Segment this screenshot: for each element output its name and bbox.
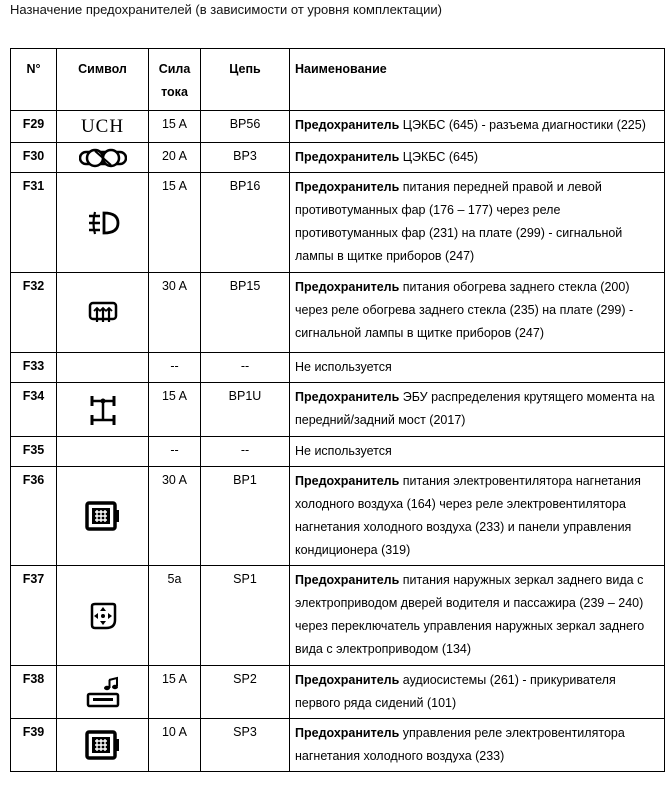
fuse-description — [290, 383, 665, 437]
fuse-description-text: ЭБУ распределения крутящего момента на передний/задний мост (2017) — [295, 390, 655, 427]
fuse-circuit: BP15 — [201, 273, 290, 353]
fuse-description-bold: Предохранитель — [295, 726, 400, 740]
header-current-line1: Сила — [158, 62, 191, 76]
symbol-cell — [57, 111, 149, 143]
fuse-number: F29 — [11, 111, 57, 143]
table-row — [11, 111, 665, 143]
fuse-table — [10, 48, 665, 772]
awd-axle-icon — [89, 394, 117, 426]
symbol-cell — [57, 273, 149, 353]
fuse-circuit: BP1U — [201, 383, 290, 437]
fuse-description-bold: Предохранитель — [295, 673, 400, 687]
fuse-description-bold: Предохранитель — [295, 573, 400, 587]
table-row — [11, 666, 665, 719]
fuse-current: 20 A — [149, 143, 201, 173]
table-row — [11, 467, 665, 566]
table-row — [11, 353, 665, 383]
symbol-cell — [57, 143, 149, 173]
fuse-description — [290, 467, 665, 566]
header-num: N° — [11, 49, 57, 111]
fuse-description-text: Не используется — [295, 444, 392, 458]
fuse-current: 15 A — [149, 383, 201, 437]
fuse-current: 10 A — [149, 719, 201, 772]
fuse-description — [290, 173, 665, 273]
fuse-number: F36 — [11, 467, 57, 566]
hazard-relay-icon — [79, 146, 127, 170]
fuse-circuit: SP1 — [201, 566, 290, 666]
fuse-description-text: питания наружных зеркал заднего вида с электроприводом дверей водителя и пассажира (239 – 240) через переключатель управления наружных зеркал заднего вида с электроприводом (134) — [295, 573, 645, 656]
fuse-number: F30 — [11, 143, 57, 173]
rear-defrost-icon — [88, 301, 118, 325]
fuse-number: F39 — [11, 719, 57, 772]
symbol-cell — [57, 353, 149, 383]
fuse-description-text: питания обогрева заднего стекла (200) через реле обогрева заднего стекла (235) на плате (299) - сигнальной лампы в щитке приборов (247) — [295, 280, 634, 340]
radio-music-icon — [83, 676, 123, 708]
fuse-circuit: SP2 — [201, 666, 290, 719]
fuse-current: -- — [149, 353, 201, 383]
ac-fan-icon — [85, 501, 121, 531]
table-row — [11, 719, 665, 772]
table-row — [11, 143, 665, 173]
header-row — [11, 49, 665, 111]
mirror-icon — [88, 602, 118, 630]
fuse-circuit: -- — [201, 353, 290, 383]
symbol-cell — [57, 566, 149, 666]
symbol-cell — [57, 383, 149, 437]
symbol-cell — [57, 467, 149, 566]
header-current — [149, 49, 201, 111]
fuse-current: -- — [149, 437, 201, 467]
symbol-cell — [57, 437, 149, 467]
fuse-description — [290, 719, 665, 772]
fuse-description — [290, 273, 665, 353]
fuse-current: 15 A — [149, 111, 201, 143]
page-caption: Назначение предохранителей (в зависимости от уровня комплектации) — [10, 2, 442, 17]
fuse-number: F35 — [11, 437, 57, 467]
header-current-line2: тока — [161, 85, 188, 99]
fuse-number: F38 — [11, 666, 57, 719]
fuse-description — [290, 566, 665, 666]
fuse-description-text: управления реле электровентилятора нагнетания холодного воздуха (233) — [295, 726, 625, 763]
fuse-circuit: BP1 — [201, 467, 290, 566]
fuse-current: 15 A — [149, 666, 201, 719]
fuse-description — [290, 353, 665, 383]
fuse-description-text: питания электровентилятора нагнетания холодного воздуха (164) через реле электровентилятора нагнетания холодного воздуха (233) и панели управления кондиционера (319) — [295, 474, 641, 557]
ac-fan-icon — [85, 730, 121, 760]
table-row — [11, 173, 665, 273]
fuse-description — [290, 111, 665, 143]
table-row — [11, 273, 665, 353]
fuse-description-bold: Предохранитель — [295, 390, 400, 404]
header-circuit: Цепь — [201, 49, 290, 111]
fuse-circuit: BP3 — [201, 143, 290, 173]
fuse-description-text: ЦЭКБС (645) - разъема диагностики (225) — [399, 118, 646, 132]
fuse-current: 15 A — [149, 173, 201, 273]
fuse-number: F33 — [11, 353, 57, 383]
fuse-description-bold: Предохранитель — [295, 180, 400, 194]
table-row — [11, 383, 665, 437]
fuse-circuit: -- — [201, 437, 290, 467]
fuse-description-bold: Предохранитель — [295, 150, 400, 164]
fuse-number: F31 — [11, 173, 57, 273]
fuse-description-text: питания передней правой и левой противотуманных фар (176 – 177) через реле противотуманных фар (231) на плате (299) - сигнальной лампы в щитке приборов (247) — [295, 180, 623, 263]
fuse-number: F37 — [11, 566, 57, 666]
fog-light-icon — [86, 210, 120, 236]
fuse-description-text: ЦЭКБС (645) — [399, 150, 479, 164]
header-symbol: Символ — [57, 49, 149, 111]
fuse-circuit: SP3 — [201, 719, 290, 772]
fuse-description — [290, 143, 665, 173]
symbol-cell — [57, 666, 149, 719]
table-row — [11, 437, 665, 467]
fuse-description-text: аудиосистемы (261) - прикуривателя первого ряда сидений (101) — [295, 673, 616, 710]
symbol-cell — [57, 719, 149, 772]
fuse-description-bold: Предохранитель — [295, 280, 400, 294]
table-row — [11, 566, 665, 666]
fuse-description — [290, 437, 665, 467]
header-name: Наименование — [290, 49, 665, 111]
fuse-current: 30 A — [149, 273, 201, 353]
fuse-current: 5a — [149, 566, 201, 666]
fuse-number: F34 — [11, 383, 57, 437]
uch-symbol: UCH — [80, 115, 125, 137]
fuse-description-bold: Предохранитель — [295, 474, 400, 488]
fuse-number: F32 — [11, 273, 57, 353]
fuse-description-bold: Предохранитель — [295, 118, 400, 132]
symbol-cell — [57, 173, 149, 273]
fuse-description-text: Не используется — [295, 360, 392, 374]
fuse-circuit: BP56 — [201, 111, 290, 143]
fuse-current: 30 A — [149, 467, 201, 566]
fuse-circuit: BP16 — [201, 173, 290, 273]
fuse-description — [290, 666, 665, 719]
